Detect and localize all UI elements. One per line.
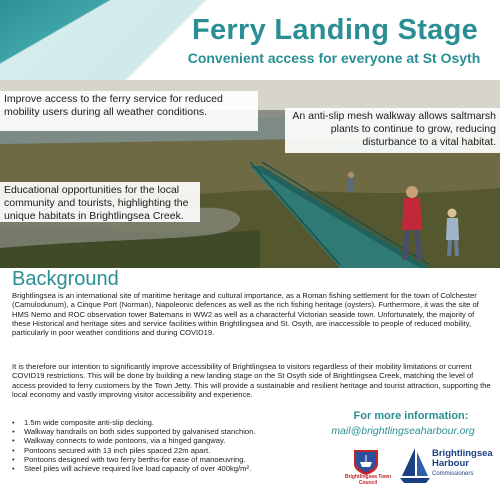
list-item: • Steel piles will achieve required live load capacity of over 400kg/m². — [12, 464, 312, 473]
page-subtitle: Convenient access for everyone at St Osyth — [187, 50, 481, 66]
list-item: • Pontoons designed with two ferry berths-for ease of manoeuvring. — [12, 455, 312, 464]
feature-list — [12, 418, 312, 473]
harbour-ship-icon — [398, 446, 432, 486]
background-paragraph-1: Brightlingsea is an international site of maritime heritage and cultural importance, as a Roman fishing settlement for the town of Colchester (Camulodunum), a Cinque Port (Norman), Napoleonic defences as well as the rich fishing heritage (oysters). Furthermore, it was the site of HMS Nemo and ROC observation tower Batemans in WW2 as well as a characterful Victorian seaside town. Unfortunately, the majority of these Historical and heritage sites and service facilities within Brightlingsea and St. Osyth, are inaccessible to people of reduced mobility, particularly in poor weather conditions and during COVID19. — [12, 291, 479, 338]
town-council-logo-text: Brightlingsea Town Council — [344, 474, 392, 486]
town-council-logo — [334, 448, 398, 494]
background-paragraph-2: It is therefore our intention to significantly improve accessibility of Brightlingsea to visitors regardless of their mobility limitations or current COVID19 restrictions. This will be done by building a new landing stage on the St Osyth side of Brightlingsea Creek, matching the level of access provided to ferry customers by the Town Jetty. This will provide a sustainable and resilient heritage and tourist attraction, supporting the local economy and vastly improving visitor accessibility and experience. — [12, 362, 491, 399]
callout-education: Educational opportunities for the local community and tourists, highlighting the unique habitats in Brightlingsea Creek. — [0, 182, 200, 222]
header — [0, 0, 500, 80]
harbour-sub: Commissioners — [432, 471, 474, 477]
list-item: • Pontoons secured with 13 inch piles spaced 22m apart. — [12, 446, 312, 455]
more-info-heading: For more information: — [353, 410, 469, 422]
background-heading: Background — [12, 268, 119, 290]
header-stripe — [0, 0, 130, 82]
page-title: Ferry Landing Stage — [191, 14, 479, 46]
harbour-commissioners-logo-text — [432, 449, 500, 479]
callout-walkway: An anti-slip mesh walkway allows saltmarsh plants to continue to grow, reducing disturbance to a vital habitat. — [285, 108, 500, 153]
list-item: • Walkway handrails on both sides supported by galvanised stanchion. — [12, 427, 312, 436]
harbour-name: Brightlingsea Harbour — [432, 448, 493, 469]
email-link[interactable]: mail@brightlingseaharbour.org — [331, 425, 475, 437]
list-item: • 1.5m wide composite anti-slip decking. — [12, 418, 312, 427]
list-item: • Walkway connects to wide pontoons, via a hinged gangway. — [12, 436, 312, 445]
callout-access: Improve access to the ferry service for reduced mobility users during all weather conditions. — [0, 91, 258, 131]
